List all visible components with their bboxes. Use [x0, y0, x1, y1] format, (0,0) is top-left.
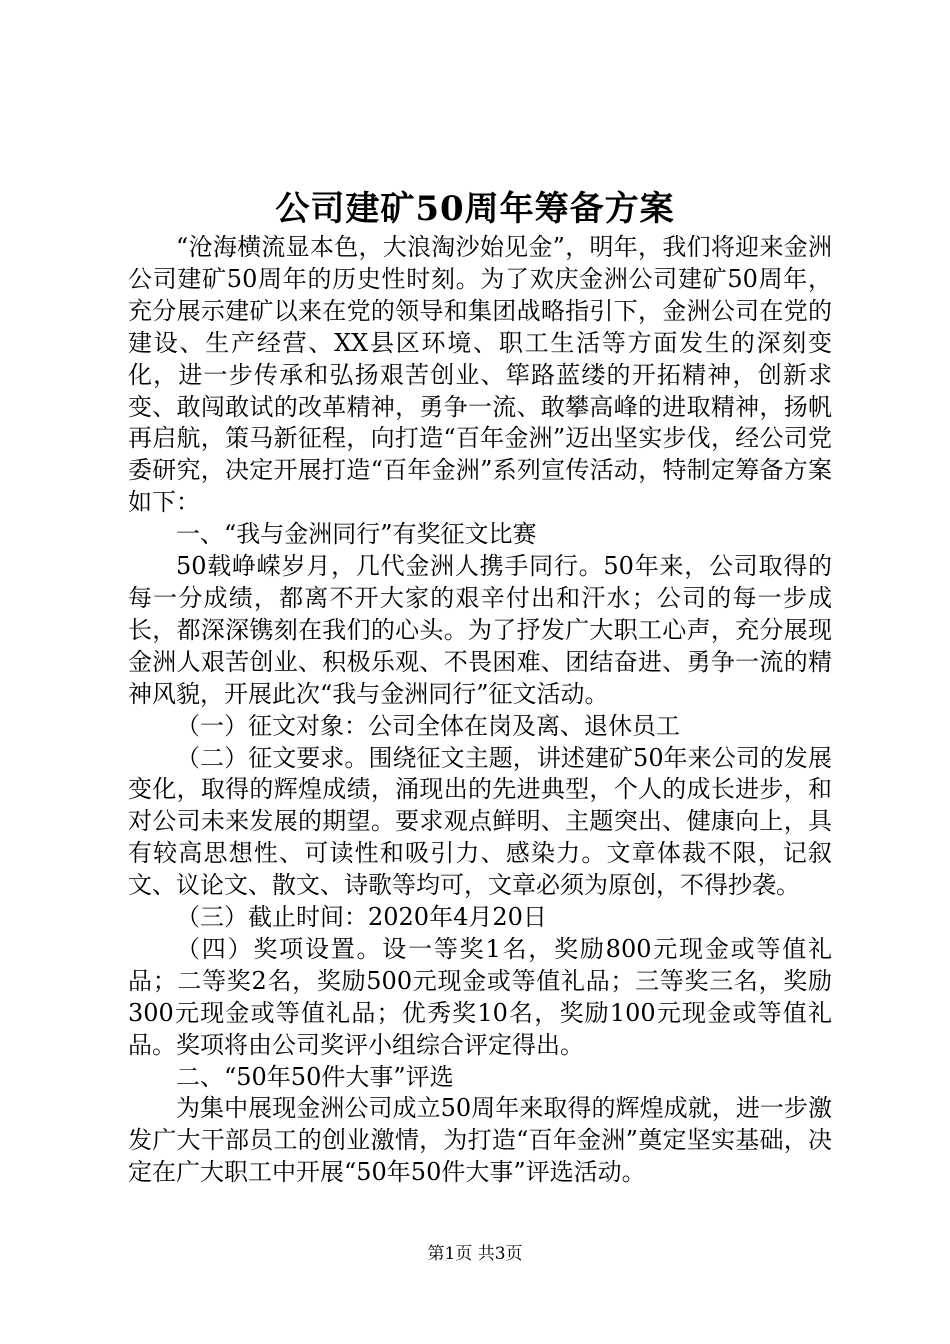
- essay-awards-item: （四）奖项设置。设一等奖1名，奖励800元现金或等值礼品；二等奖2名，奖励500元现金或等值礼品；三等奖三名，奖励300元现金或等值礼品；优秀奖10名，奖励100元现金或等值礼品。奖项将由公司奖评小组综合评定得出。: [128, 934, 832, 1059]
- document-body: [128, 232, 832, 1189]
- essay-deadline-item: （三）截止时间：2020年4月20日: [176, 903, 547, 932]
- page-number-footer: 第1页 共3页: [427, 1244, 523, 1264]
- section-heading-fifty-events: 二、“50年50件大事”评选: [176, 1062, 454, 1091]
- document-title: 公司建矿50周年筹备方案: [275, 189, 675, 229]
- section-heading-essay-contest: 一、“我与金洲同行”有奖征文比赛: [176, 520, 537, 549]
- intro-paragraph: “沧海横流显本色，大浪淘沙始见金”，明年，我们将迎来金洲公司建矿50周年的历史性时刻。为了欢庆金洲公司建矿50周年，充分展示建矿以来在党的领导和集团战略指引下，金洲公司在党的建设、生产经营、XX县区环境、职工生活等方面发生的深刻变化，进一步传承和弘扬艰苦创业、筚路蓝缕的开拓精神，创新求变、敢闯敢试的改革精神，勇争一流、敢攀高峰的进取精神，扬帆再启航，策马新征程，向打造“百年金洲”迈出坚实步伐，经公司党委研究，决定开展打造“百年金洲”系列宣传活动，特制定筹备方案如下：: [128, 233, 832, 517]
- essay-contest-paragraph: 50载峥嵘岁月，几代金洲人携手同行。50年来，公司取得的每一分成绩，都离不开大家的艰辛付出和汗水；公司的每一步成长，都深深镌刻在我们的心头。为了抒发广大职工心声，充分展现金洲人艰苦创业、积极乐观、不畏困难、团结奋进、勇争一流的精神风貌，开展此次“我与金洲同行”征文活动。: [128, 552, 832, 708]
- essay-requirements-item: （二）征文要求。围绕征文主题，讲述建矿50年来公司的发展变化，取得的辉煌成绩，涌现出的先进典型，个人的成长进步，和对公司未来发展的期望。要求观点鲜明、主题突出、健康向上，具有较高思想性、可读性和吸引力、感染力。文章体裁不限，记叙文、议论文、散文、诗歌等均可，文章必须为原创，不得抄袭。: [128, 743, 832, 900]
- fifty-events-paragraph: 为集中展现金洲公司成立50周年来取得的辉煌成就，进一步激发广大干部员工的创业激情，为打造“百年金洲”奠定坚实基础，决定在广大职工中开展“50年50件大事”评选活动。: [128, 1094, 832, 1187]
- essay-target-item: （一）征文对象：公司全体在岗及离、退休员工: [176, 711, 680, 740]
